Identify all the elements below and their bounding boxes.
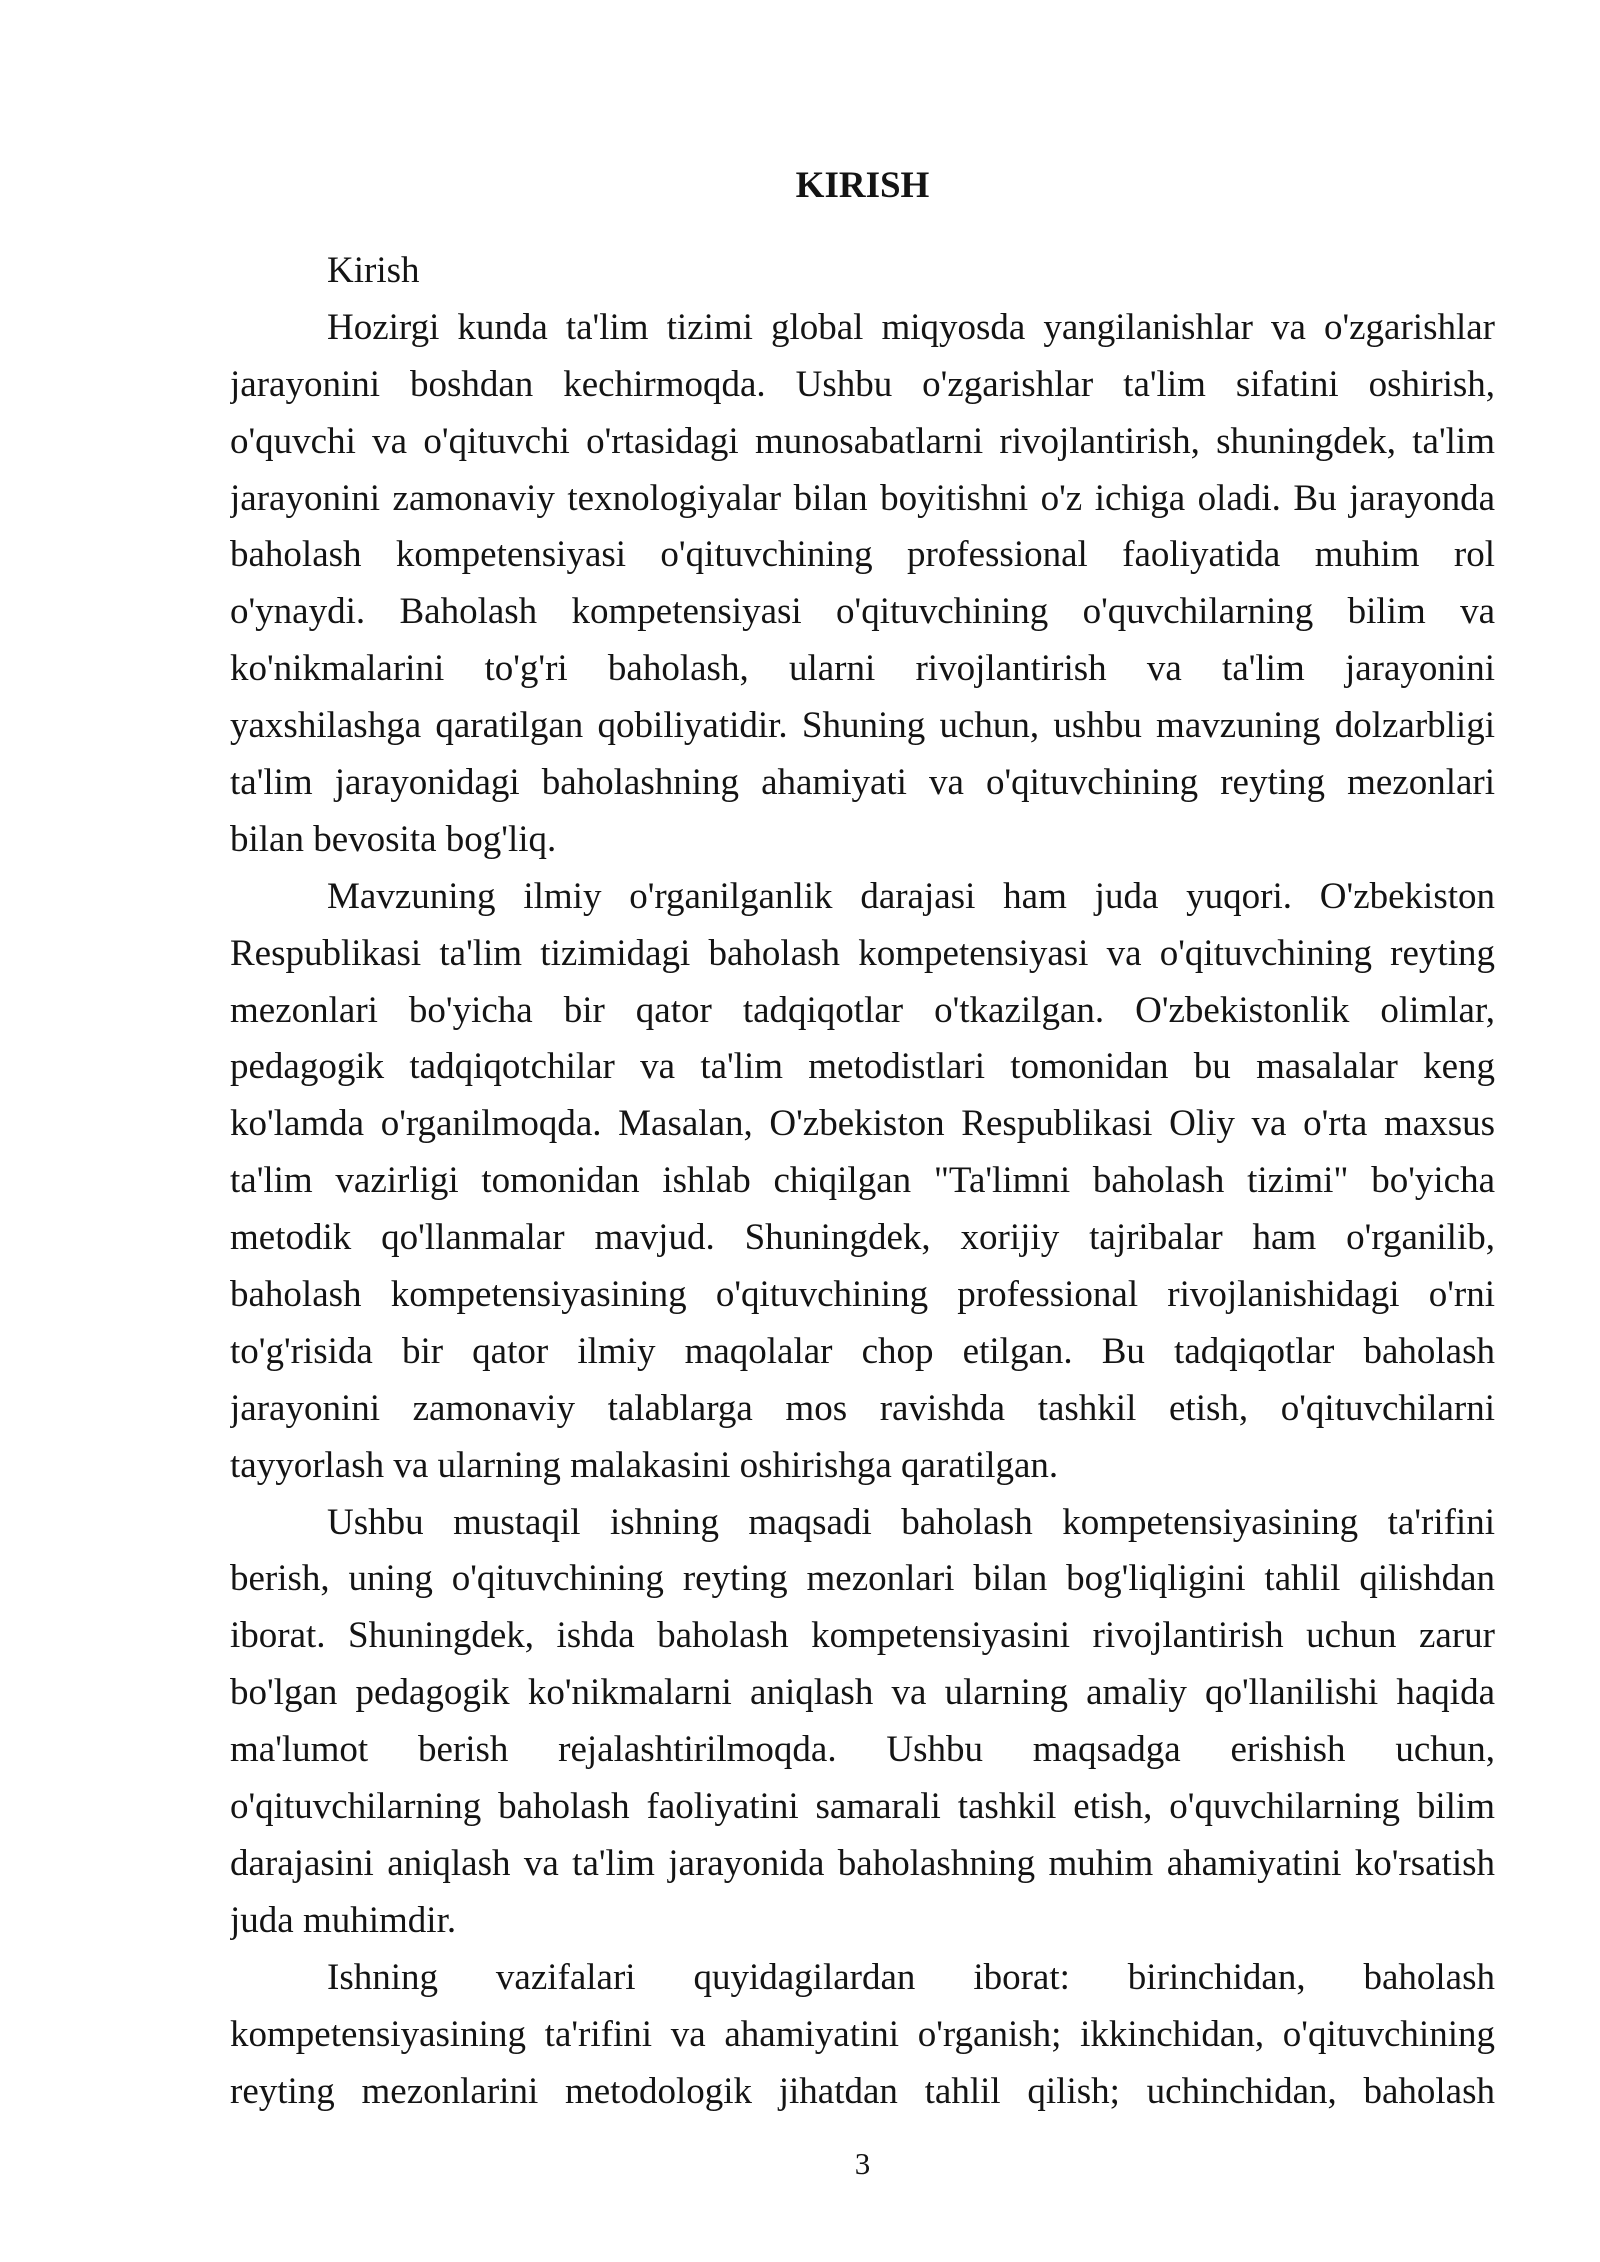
text-line: Mavzuning ilmiy o'rganilganlik darajasi ham juda yuqori. O'zbekiston	[327, 875, 1495, 917]
text-line: ta'lim jarayonidagi baholashning ahamiyati va o'qituvchining reyting mezonlari	[230, 762, 1495, 804]
text-line: baholash kompetensiyasi o'qituvchining professional faoliyatida muhim rol	[230, 534, 1495, 576]
text-line: darajasini aniqlash va ta'lim jarayonida baholashning muhim ahamiyatini ko'rsatish	[230, 1842, 1495, 1884]
paragraph	[230, 1950, 1495, 2121]
text-line: juda muhimdir.	[230, 1899, 457, 1941]
text-line: jarayonini boshdan kechirmoqda. Ushbu o'zgarishlar ta'lim sifatini oshirish,	[230, 363, 1495, 405]
text-line: Hozirgi kunda ta'lim tizimi global miqyosda yangilanishlar va o'zgarishlar	[327, 306, 1495, 348]
text-line: kompetensiyasining ta'rifini va ahamiyatini o'rganish; ikkinchidan, o'qituvchining	[230, 2013, 1495, 2055]
text-line: Ushbu mustaqil ishning maqsadi baholash kompetensiyasining ta'rifini	[327, 1501, 1495, 1543]
text-line: o'quvchi va o'qituvchi o'rtasidagi munosabatlarni rivojlantirish, shuningdek, ta'lim	[230, 420, 1495, 462]
paragraph	[230, 1495, 1495, 1950]
paragraph	[230, 243, 1495, 300]
text-line: o'ynaydi. Baholash kompetensiyasi o'qituvchining o'quvchilarning bilim va	[230, 591, 1495, 633]
paragraph	[230, 869, 1495, 1495]
text-line: bo'lgan pedagogik ko'nikmalarni aniqlash va ularning amaliy qo'llanilishi haqida	[230, 1672, 1495, 1714]
text-line: ko'lamda o'rganilmoqda. Masalan, O'zbekiston Respublikasi Oliy va o'rta maxsus	[230, 1103, 1495, 1145]
text-line: tayyorlash va ularning malakasini oshirishga qaratilgan.	[230, 1444, 1059, 1486]
text-line: mezonlari bo'yicha bir qator tadqiqotlar o'tkazilgan. O'zbekistonlik olimlar,	[230, 989, 1495, 1031]
text-line: iborat. Shuningdek, ishda baholash kompetensiyasini rivojlantirish uchun zarur	[230, 1615, 1495, 1657]
text-line: ma'lumot berish rejalashtirilmoqda. Ushbu maqsadga erishish uchun,	[230, 1729, 1495, 1771]
page-title: KIRISH	[795, 165, 930, 206]
text-line: berish, uning o'qituvchining reyting mezonlari bilan bog'liqligini tahlil qilishdan	[230, 1558, 1495, 1600]
text-line: ko'nikmalarini to'g'ri baholash, ularni rivojlantirish va ta'lim jarayonini	[230, 648, 1495, 690]
text-line: jarayonini zamonaviy texnologiyalar bilan boyitishni o'z ichiga oladi. Bu jarayonda	[230, 477, 1495, 519]
text-line: metodik qo'llanmalar mavjud. Shuningdek, xorijiy tajribalar ham o'rganilib,	[230, 1217, 1495, 1259]
text-line: reyting mezonlarini metodologik jihatdan tahlil qilish; uchinchidan, baholash	[230, 2070, 1495, 2112]
text-line: pedagogik tadqiqotchilar va ta'lim metodistlari tomonidan bu masalalar keng	[230, 1046, 1495, 1088]
text-line: Ishning vazifalari quyidagilardan iborat: birinchidan, baholash	[327, 1956, 1495, 1998]
text-line: to'g'risida bir qator ilmiy maqolalar chop etilgan. Bu tadqiqotlar baholash	[230, 1330, 1495, 1372]
document-body	[230, 243, 1495, 2120]
page-number: 3	[854, 2146, 871, 2181]
text-line: o'qituvchilarning baholash faoliyatini samarali tashkil etish, o'quvchilarning bilim	[230, 1786, 1495, 1828]
text-line: Kirish	[327, 250, 420, 291]
text-line: bilan bevosita bog'liq.	[230, 818, 557, 860]
text-line: jarayonini zamonaviy talablarga mos ravishda tashkil etish, o'qituvchilarni	[230, 1387, 1495, 1429]
text-line: ta'lim vazirligi tomonidan ishlab chiqilgan "Ta'limni baholash tizimi" bo'yicha	[230, 1160, 1495, 1202]
text-line: Respublikasi ta'lim tizimidagi baholash kompetensiyasi va o'qituvchining reyting	[230, 932, 1495, 974]
paragraph	[230, 300, 1495, 869]
text-line: baholash kompetensiyasining o'qituvchining professional rivojlanishidagi o'rni	[230, 1274, 1495, 1316]
text-line: yaxshilashga qaratilgan qobiliyatidir. Shuning uchun, ushbu mavzuning dolzarbligi	[230, 705, 1495, 747]
